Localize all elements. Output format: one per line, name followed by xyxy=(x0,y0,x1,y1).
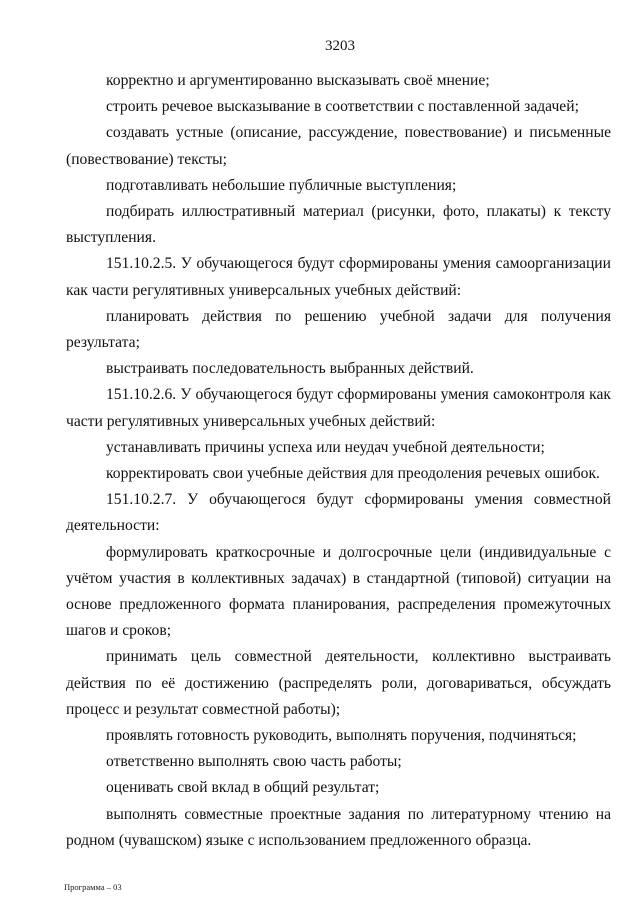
paragraph: создавать устные (описание, рассуждение, повествование) и письменные (повествование) тексты; xyxy=(66,124,611,168)
paragraph: корректно и аргументированно высказывать своё мнение; xyxy=(106,72,490,89)
paragraph: оценивать свой вклад в общий результат; xyxy=(106,779,380,797)
section-paragraph: 151.10.2.5. У обучающегося будут сформированы умения самоорганизации как части регулятивных универсальных учебных действий: xyxy=(66,255,611,299)
paragraph: планировать действия по решению учебной задачи для получения результата; xyxy=(66,307,611,352)
paragraph: формулировать краткосрочные и долгосрочные цели (индивидуальные с учётом участия в коллективных задачах) в стандартной (типовой) ситуации на основе предложенного формата планирования, распределения промежуточных шагов и сроков; xyxy=(66,543,611,640)
paragraph: устанавливать причины успеха или неудач учебной деятельности; xyxy=(106,438,545,456)
paragraph: корректировать свои учебные действия для преодоления речевых ошибок. xyxy=(106,465,600,483)
document-body xyxy=(66,68,611,854)
section-paragraph: 151.10.2.7. У обучающегося будут сформированы умения совместной деятельности: xyxy=(66,491,611,535)
paragraph: проявлять готовность руководить, выполнять поручения, подчиняться; xyxy=(106,727,577,745)
paragraph: выполнять совместные проектные задания по литературному чтению на родном (чувашском) языке с использованием предложенного образца. xyxy=(66,805,611,849)
paragraph: ответственно выполнять свою часть работы; xyxy=(106,753,402,771)
paragraph: принимать цель совместной деятельности, коллективно выстраивать действия по её достижению (распределять роли, договариваться, обсуждать процесс и результат совместной работы); xyxy=(66,648,611,718)
paragraph: строить речевое высказывание в соответствии с поставленной задачей; xyxy=(106,98,579,116)
paragraph: выстраивать последовательность выбранных действий. xyxy=(106,360,474,378)
paragraph: подготавливать небольшие публичные выступления; xyxy=(106,176,457,194)
paragraph: подбирать иллюстративный материал (рисунки, фото, плакаты) к тексту выступления. xyxy=(66,203,611,247)
page-number: 3203 xyxy=(325,38,355,54)
section-paragraph: 151.10.2.6. У обучающегося будут сформированы умения самоконтроля как части регулятивных универсальных учебных действий: xyxy=(66,386,611,430)
page-footer: Программа – 03 xyxy=(64,882,122,892)
